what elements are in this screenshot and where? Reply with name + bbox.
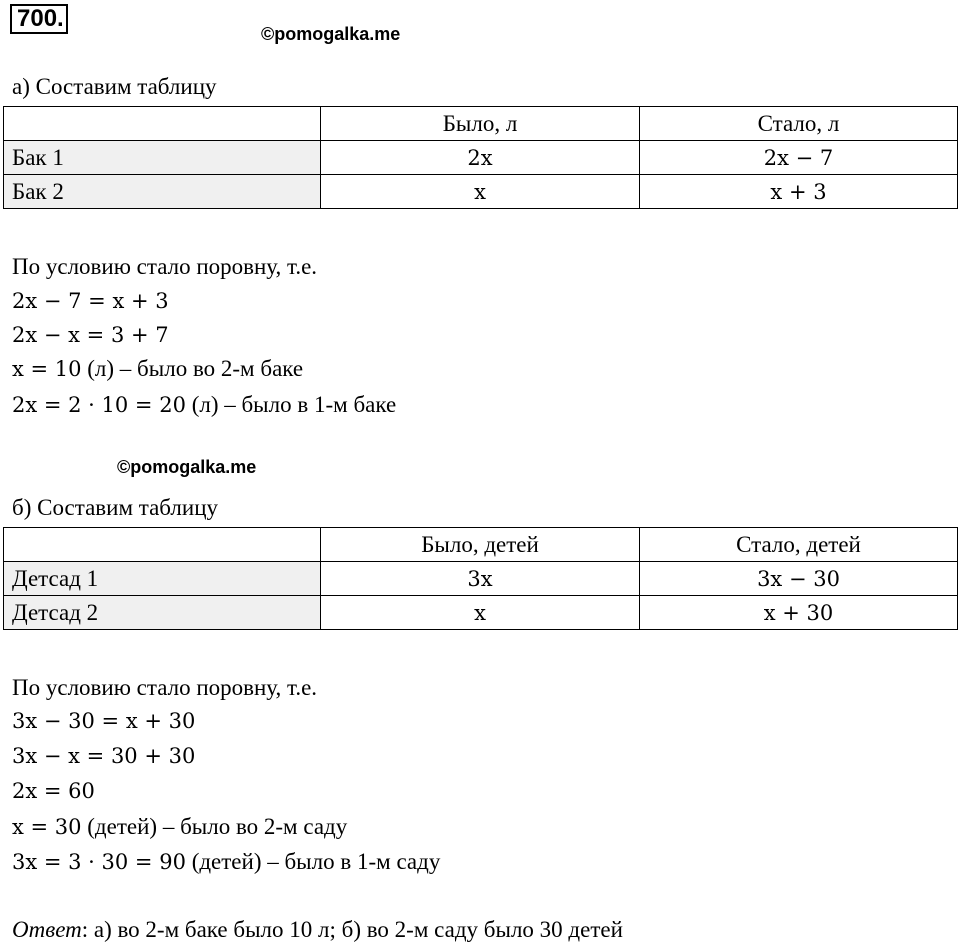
- table-cell: x: [321, 596, 640, 630]
- problem-number: 700.: [10, 4, 68, 34]
- table-row: [4, 596, 958, 630]
- part-a-heading: а) Составим таблицу: [12, 74, 217, 99]
- equation: 3x = 3 · 30 = 90: [12, 850, 186, 874]
- table-header-cell: Было, детей: [321, 528, 640, 562]
- equation: x = 30: [12, 815, 82, 839]
- table-cell: 3x: [321, 562, 640, 596]
- watermark: ©pomogalka.me: [261, 24, 401, 44]
- part-b-heading: б) Составим таблицу: [12, 495, 219, 520]
- table-cell: [4, 528, 321, 562]
- row-label: Детсад 1: [4, 562, 321, 596]
- table-cell: x: [321, 175, 640, 209]
- equation-line: [12, 812, 347, 842]
- row-label: Детсад 2: [4, 596, 321, 630]
- table-cell: 2x: [321, 141, 640, 175]
- table-row: [4, 141, 958, 175]
- table-cell: x + 30: [640, 596, 958, 630]
- table-header-row: [4, 528, 958, 562]
- part-b-table: [3, 527, 958, 630]
- table-header-row: [4, 107, 958, 141]
- equation-note: (л) – было во 2-м баке: [81, 356, 304, 381]
- table-cell: [4, 107, 321, 141]
- equation-line: [12, 390, 396, 420]
- equation-line: [12, 354, 303, 384]
- equation-line: [12, 847, 440, 877]
- table-header-cell: Стало, л: [640, 107, 958, 141]
- table-row: [4, 562, 958, 596]
- table-cell: x + 3: [640, 175, 958, 209]
- condition-text: По условию стало поровну, т.е.: [12, 254, 318, 279]
- table-header-cell: Стало, детей: [640, 528, 958, 562]
- equation: 2x = 2 · 10 = 20: [12, 393, 186, 417]
- watermark: ©pomogalka.me: [117, 457, 257, 477]
- table-row: [4, 175, 958, 209]
- answer-line: [12, 915, 623, 945]
- equation: 2x − 7 = x + 3: [12, 289, 169, 313]
- equation-note: (детей) – было во 2-м саду: [81, 814, 348, 839]
- equation: 3x − 30 = x + 30: [12, 709, 196, 733]
- equation: x = 10: [12, 357, 82, 381]
- equation-note: (детей) – было в 1-м саду: [185, 849, 441, 874]
- table-cell: 3x − 30: [640, 562, 958, 596]
- table-cell: 2x − 7: [640, 141, 958, 175]
- row-label: Бак 2: [4, 175, 321, 209]
- equation: 2x = 60: [12, 779, 95, 803]
- equation-note: (л) – было в 1-м баке: [185, 392, 397, 417]
- answer-text: : а) во 2-м баке было 10 л; б) во 2-м саду было 30 детей: [81, 917, 623, 942]
- table-header-cell: Было, л: [321, 107, 640, 141]
- answer-label: Ответ: [12, 917, 82, 942]
- equation: 3x − x = 30 + 30: [12, 744, 196, 768]
- condition-text: По условию стало поровну, т.е.: [12, 675, 318, 700]
- equation: 2x − x = 3 + 7: [12, 323, 169, 347]
- part-a-table: [3, 106, 958, 209]
- row-label: Бак 1: [4, 141, 321, 175]
